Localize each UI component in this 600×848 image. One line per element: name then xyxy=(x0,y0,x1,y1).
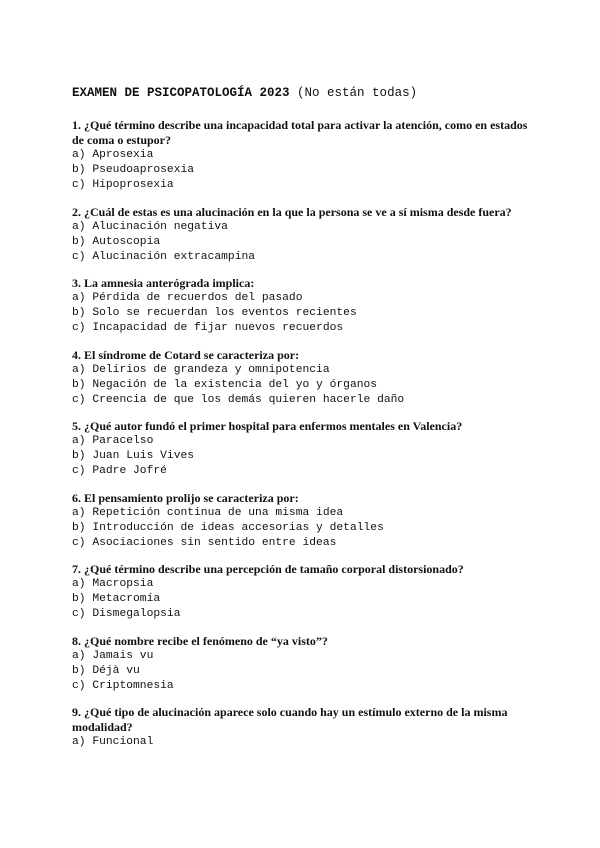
exam-document xyxy=(72,86,542,762)
question-3 xyxy=(72,276,542,336)
question-text: 8. ¿Qué nombre recibe el fenómeno de “ya visto”? xyxy=(72,633,328,648)
option-c: c) Alucinación extracampina xyxy=(72,250,256,263)
question-1 xyxy=(72,118,542,193)
option-b: b) Introducción de ideas accesorias y detalles xyxy=(72,521,384,534)
question-9 xyxy=(72,705,542,750)
question-text: 4. El síndrome de Cotard se caracteriza por: xyxy=(72,347,300,362)
option-c: c) Padre Jofré xyxy=(72,465,167,477)
question-8 xyxy=(72,634,542,694)
option-c: c) Dismegalopsia xyxy=(72,608,181,620)
exam-title xyxy=(72,86,542,101)
question-text: 7. ¿Qué término describe una percepción de tamaño corporal distorsionado? xyxy=(72,562,464,576)
option-b: b) Pseudoaprosexia xyxy=(72,164,195,176)
option-a: a) Jamais vu xyxy=(72,649,154,662)
question-text: 5. ¿Qué autor fundó el primer hospital para enfermos mentales en Valencia? xyxy=(72,419,463,433)
question-text: 3. La amnesia anterógrada implica: xyxy=(72,276,255,290)
option-c: c) Creencia de que los demás quieren hacerle daño xyxy=(72,393,405,406)
option-a: a) Pérdida de recuerdos del pasado xyxy=(72,292,303,304)
option-a: a) Paracelso xyxy=(72,435,154,447)
question-6 xyxy=(72,491,542,551)
question-text: 1. ¿Qué término describe una incapacidad total para activar la atención, como en estados de coma o estupor? xyxy=(72,118,528,147)
option-b: b) Déjà vu xyxy=(72,664,140,677)
question-text: 9. ¿Qué tipo de alucinación aparece solo cuando hay un estímulo externo de la misma modalidad? xyxy=(72,705,508,734)
option-a: a) Delirios de grandeza y omnipotencia xyxy=(72,363,330,376)
option-b: b) Juan Luis Vives xyxy=(72,450,195,462)
option-c: c) Asociaciones sin sentido entre ideas xyxy=(72,536,337,549)
option-a: a) Repetición continua de una misma idea xyxy=(72,506,344,519)
question-text: 2. ¿Cuál de estas es una alucinación en la que la persona se ve a sí misma desde fuera? xyxy=(72,204,512,219)
question-5 xyxy=(72,419,542,479)
question-2 xyxy=(72,205,542,265)
option-c: c) Hipoprosexia xyxy=(72,179,174,191)
question-7 xyxy=(72,562,542,622)
exam-title-main: EXAMEN DE PSICOPATOLOGÍA 2023 xyxy=(72,86,290,100)
option-a: a) Macropsia xyxy=(72,578,154,590)
option-a: a) Funcional xyxy=(72,736,154,748)
option-c: c) Incapacidad de fijar nuevos recuerdos xyxy=(72,322,344,334)
option-a: a) Aprosexia xyxy=(72,149,154,161)
option-a: a) Alucinación negativa xyxy=(72,220,228,233)
option-c: c) Criptomnesia xyxy=(72,679,174,692)
question-4 xyxy=(72,348,542,408)
option-b: b) Negación de la existencia del yo y órganos xyxy=(72,378,378,391)
option-b: b) Solo se recuerdan los eventos recientes xyxy=(72,307,357,319)
question-text: 6. El pensamiento prolijo se caracteriza por: xyxy=(72,490,299,505)
option-b: b) Autoscopia xyxy=(72,235,161,248)
exam-title-note: (No están todas) xyxy=(289,86,418,100)
option-b: b) Metacromía xyxy=(72,593,161,605)
